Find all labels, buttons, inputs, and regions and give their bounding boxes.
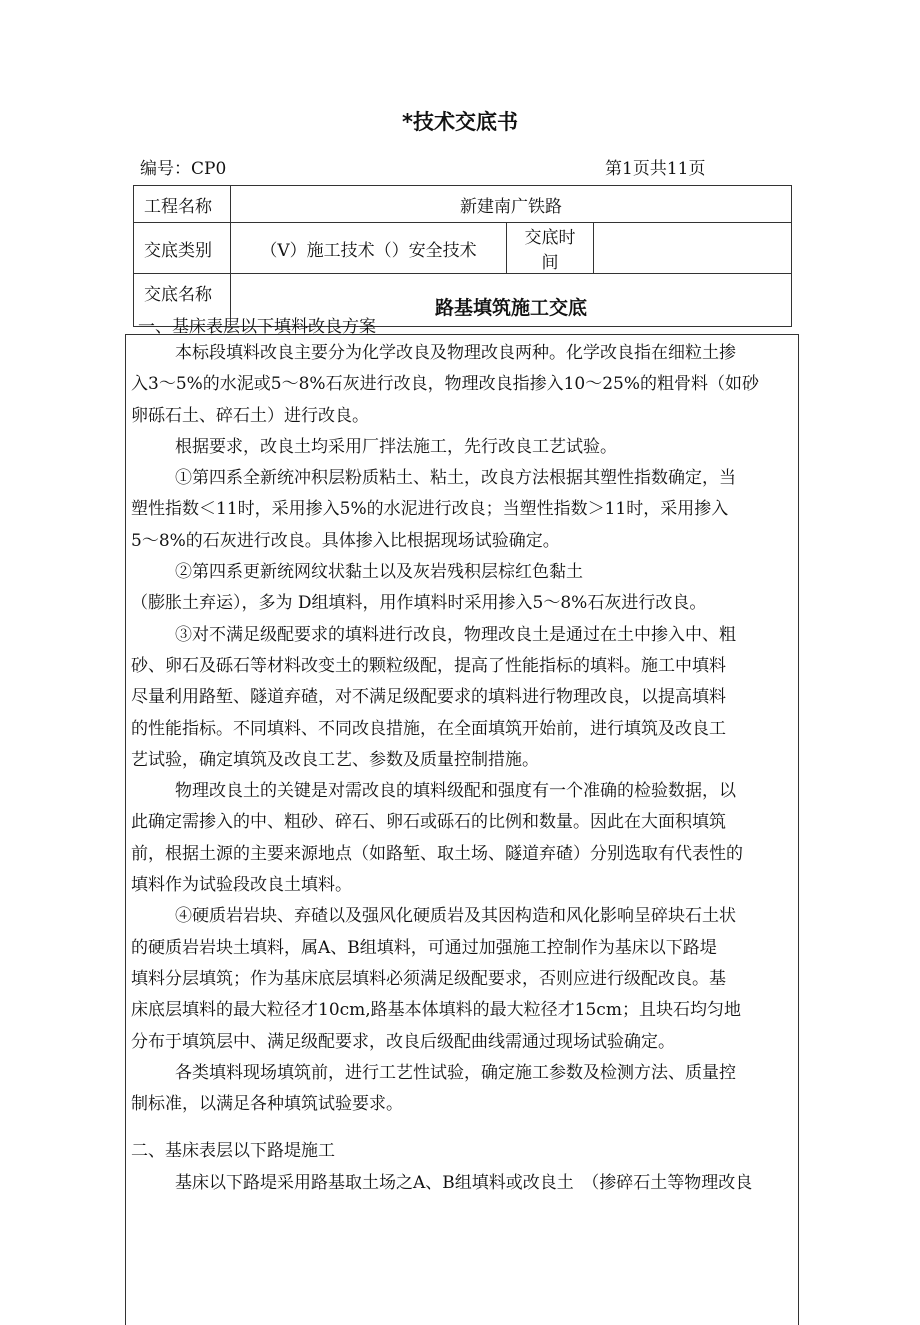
text-line: 尽量利用路堑、隧道弃碴，对不满足级配要求的填料进行物理改良，以提高填料 xyxy=(131,687,726,708)
time-label: 交底时间 xyxy=(507,223,594,274)
text-line: ③对不满足级配要求的填料进行改良，物理改良土是通过在土中掺入中、粗 xyxy=(175,624,736,645)
text-line: ②第四系更新统网纹状黏土以及灰岩残积层棕红色黏土 xyxy=(175,562,583,583)
text-line: 砂、卵石及砾石等材料改变土的颗粒级配，提高了性能指标的填料。施工中填料 xyxy=(131,655,726,676)
section1-heading: 一、基床表层以下填料改良方案 xyxy=(138,317,376,337)
time-value xyxy=(594,223,792,274)
text-line: 艺试验，确定填筑及改良工艺、参数及质量控制措施。 xyxy=(131,749,539,770)
text-line: 塑性指数＜11时，采用掺入5%的水泥进行改良；当塑性指数＞11时，采用掺入 xyxy=(131,499,729,520)
text-line: 入3～5%的水泥或5～8%石灰进行改良，物理改良指掺入10～25%的粗骨料（如砂 xyxy=(131,374,759,395)
table-row xyxy=(134,186,792,223)
text-line: 卵砾石土、碎石土）进行改良。 xyxy=(131,405,369,426)
text-line: 的硬质岩岩块土填料，属A、B组填料，可通过加强施工控制作为基床以下路堤 xyxy=(131,937,717,958)
project-value: 新建南广铁路 xyxy=(231,186,792,223)
document-title: *技术交底书 xyxy=(402,110,518,134)
text-line: ①第四系全新统冲积层粉质粘土、粘土，改良方法根据其塑性指数确定，当 xyxy=(175,468,736,489)
text-line: （膨胀土弃运），多为 D组填料，用作填料时采用掺入5～8%石灰进行改良。 xyxy=(131,593,707,614)
table-row xyxy=(134,223,792,274)
name-value: 路基填筑施工交底 xyxy=(231,274,792,327)
text-line: 填料分层填筑；作为基床底层填料必须满足级配要求，否则应进行级配改良。基 xyxy=(131,968,726,989)
project-label: 工程名称 xyxy=(134,186,231,223)
text-line: 物理改良土的关键是对需改良的填料级配和强度有一个准确的检验数据，以 xyxy=(175,781,736,802)
text-line: 各类填料现场填筑前，进行工艺性试验，确定施工参数及检测方法、质量控 xyxy=(175,1062,736,1083)
text-line: ④硬质岩岩块、弃碴以及强风化硬质岩及其因构造和风化影响呈碎块石土状 xyxy=(175,906,736,927)
text-line: 基床以下路堤采用路基取土场之A、B组填料或改良土 （掺碎石土等物理改良 xyxy=(175,1172,753,1193)
text-line: 制标准，以满足各种填筑试验要求。 xyxy=(131,1094,403,1115)
text-line: 前，根据土源的主要来源地点（如路堑、取土场、隧道弃碴）分别选取有代表性的 xyxy=(131,843,743,864)
section2-heading: 二、基床表层以下路堤施工 xyxy=(131,1141,335,1162)
text-line: 的性能指标。不同填料、不同改良措施，在全面填筑开始前，进行填筑及改良工 xyxy=(131,718,726,739)
text-line: 根据要求，改良土均采用厂拌法施工，先行改良工艺试验。 xyxy=(175,436,617,457)
info-table xyxy=(133,185,792,327)
text-line: 床底层填料的最大粒径才10cm,路基本体填料的最大粒径才15cm；且块石均匀地 xyxy=(131,1000,741,1021)
content-body xyxy=(131,338,791,1199)
page-number: 第1页共11页 xyxy=(605,159,706,179)
type-label: 交底类别 xyxy=(134,223,231,274)
text-line: 填料作为试验段改良土填料。 xyxy=(131,875,352,896)
text-line: 5～8%的石灰进行改良。具体掺入比根据现场试验确定。 xyxy=(131,530,560,551)
name-label: 交底名称 xyxy=(134,274,231,327)
type-value: （V）施工技术（）安全技术 xyxy=(231,223,507,274)
text-line: 本标段填料改良主要分为化学改良及物理改良两种。化学改良指在细粒土掺 xyxy=(175,343,736,363)
text-line: 此确定需掺入的中、粗砂、碎石、卵石或砾石的比例和数量。因此在大面积填筑 xyxy=(131,812,726,833)
document-code: 编号：CP0 xyxy=(140,159,227,179)
text-line: 分布于填筑层中、满足级配要求，改良后级配曲线需通过现场试验确定。 xyxy=(131,1031,675,1052)
